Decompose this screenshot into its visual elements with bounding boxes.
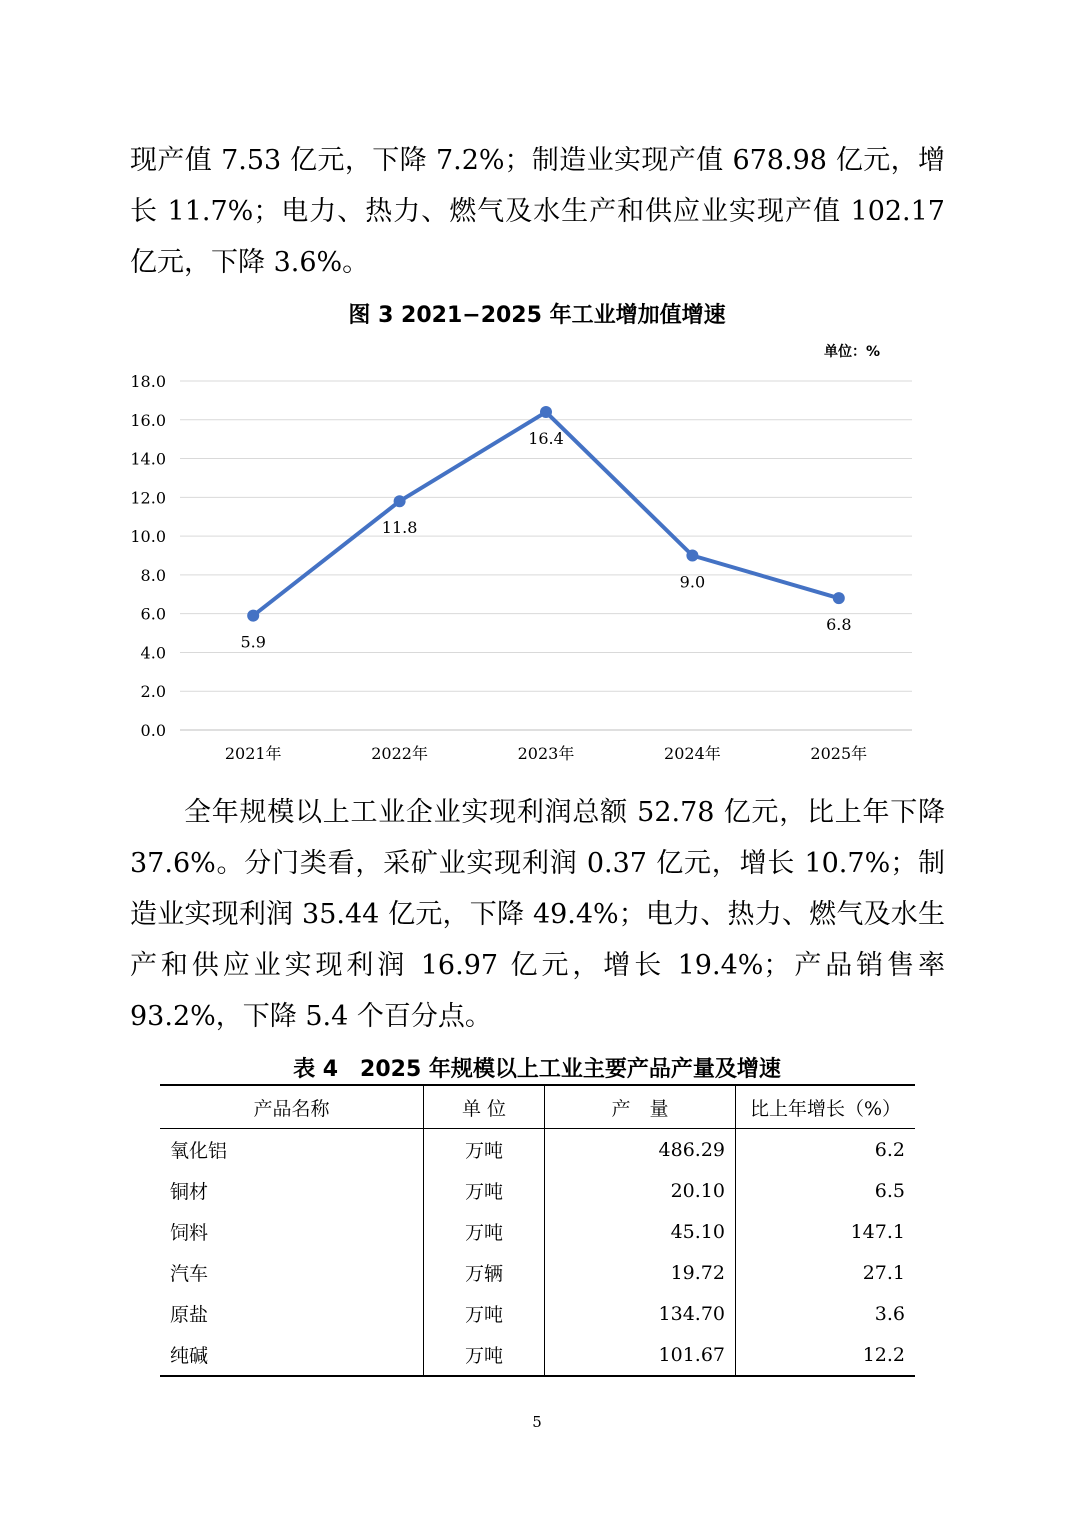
y-tick-label: 4.0 <box>140 643 166 663</box>
y-tick-label: 6.0 <box>140 604 166 624</box>
x-axis-ticks <box>225 744 867 763</box>
x-tick-label: 2025年 <box>810 744 868 763</box>
y-tick-label: 8.0 <box>140 565 166 585</box>
x-tick-label: 2024年 <box>664 744 721 763</box>
chart-unit-label: 单位：% <box>824 344 881 360</box>
paragraph-industrial-profit: 全年规模以上工业企业实现利润总额 52.78 亿元，比上年下降 37.6%。分门类看，采矿业实现利润 0.37 亿元，增长 10.7%；制造业实现利润 35.44 亿元，下降 49.4%；电力、热力、燃气及水生产和供应业实现利润 16.97 亿元，增长 19.4%；产品销售率 93.2%，下降 5.4 个百分点。 <box>130 797 945 1032</box>
growth-line-chart <box>0 360 1074 780</box>
cell-product: 汽车 <box>170 1263 209 1285</box>
y-tick-label: 2.0 <box>140 682 166 702</box>
x-tick-label: 2023年 <box>517 744 575 763</box>
cell-product: 纯碱 <box>170 1345 209 1367</box>
cell-unit: 万辆 <box>424 1252 545 1293</box>
cell-product: 原盐 <box>170 1304 209 1326</box>
cell-product: 饲料 <box>170 1222 209 1244</box>
header-product-name: 产品名称 <box>160 1085 424 1129</box>
table-row <box>160 1211 915 1252</box>
cell-growth: 12.2 <box>736 1334 916 1376</box>
data-label: 5.9 <box>240 632 266 652</box>
table-header-row <box>160 1085 915 1129</box>
table-row <box>160 1170 915 1211</box>
data-point <box>540 406 552 418</box>
cell-output: 134.70 <box>545 1293 736 1334</box>
data-point <box>686 550 698 562</box>
header-output: 产 量 <box>545 1085 736 1129</box>
data-label: 16.4 <box>528 429 564 449</box>
y-tick-label: 16.0 <box>130 410 166 430</box>
cell-unit: 万吨 <box>424 1129 545 1171</box>
cell-growth: 27.1 <box>736 1252 916 1293</box>
x-tick-label: 2021年 <box>224 744 282 763</box>
data-point <box>247 610 259 622</box>
cell-output: 19.72 <box>545 1252 736 1293</box>
y-axis-ticks <box>130 372 166 740</box>
data-point <box>833 592 845 604</box>
data-labels <box>240 429 851 652</box>
x-tick-label: 2022年 <box>371 744 428 763</box>
cell-output: 486.29 <box>545 1129 736 1171</box>
header-unit: 单 位 <box>424 1085 545 1129</box>
data-point <box>394 495 406 507</box>
cell-growth: 6.2 <box>736 1129 916 1171</box>
chart-title: 图 3 2021−2025 年工业增加值增速 <box>348 303 726 328</box>
cell-output: 101.67 <box>545 1334 736 1376</box>
cell-unit: 万吨 <box>424 1170 545 1211</box>
cell-growth: 147.1 <box>736 1211 916 1252</box>
page-number: 5 <box>532 1413 542 1431</box>
data-label: 6.8 <box>826 615 852 635</box>
product-output-table <box>160 1084 915 1377</box>
data-label: 11.8 <box>381 518 418 538</box>
y-tick-label: 0.0 <box>140 721 166 740</box>
cell-output: 45.10 <box>545 1211 736 1252</box>
cell-output: 20.10 <box>545 1170 736 1211</box>
cell-product: 氧化铝 <box>170 1140 228 1162</box>
cell-unit: 万吨 <box>424 1334 545 1376</box>
data-label: 9.0 <box>679 572 706 592</box>
cell-growth: 3.6 <box>736 1293 916 1334</box>
y-tick-label: 12.0 <box>130 488 166 508</box>
y-tick-label: 18.0 <box>130 372 166 391</box>
table-row <box>160 1129 915 1171</box>
cell-product: 铜材 <box>170 1181 209 1203</box>
cell-growth: 6.5 <box>736 1170 916 1211</box>
table-row <box>160 1334 915 1376</box>
table-row <box>160 1252 915 1293</box>
paragraph-industrial-output: 现产值 7.53 亿元，下降 7.2%；制造业实现产值 678.98 亿元，增长 11.7%；电力、热力、燃气及水生产和供应业实现产值 102.17 亿元，下降 3.6%。 <box>130 145 945 278</box>
cell-unit: 万吨 <box>424 1211 545 1252</box>
y-tick-label: 14.0 <box>130 449 166 469</box>
cell-unit: 万吨 <box>424 1293 545 1334</box>
header-growth: 比上年增长（%） <box>736 1085 916 1129</box>
table-title: 表 4 2025 年规模以上工业主要产品产量及增速 <box>293 1057 781 1082</box>
y-tick-label: 10.0 <box>130 527 166 547</box>
table-row <box>160 1293 915 1334</box>
